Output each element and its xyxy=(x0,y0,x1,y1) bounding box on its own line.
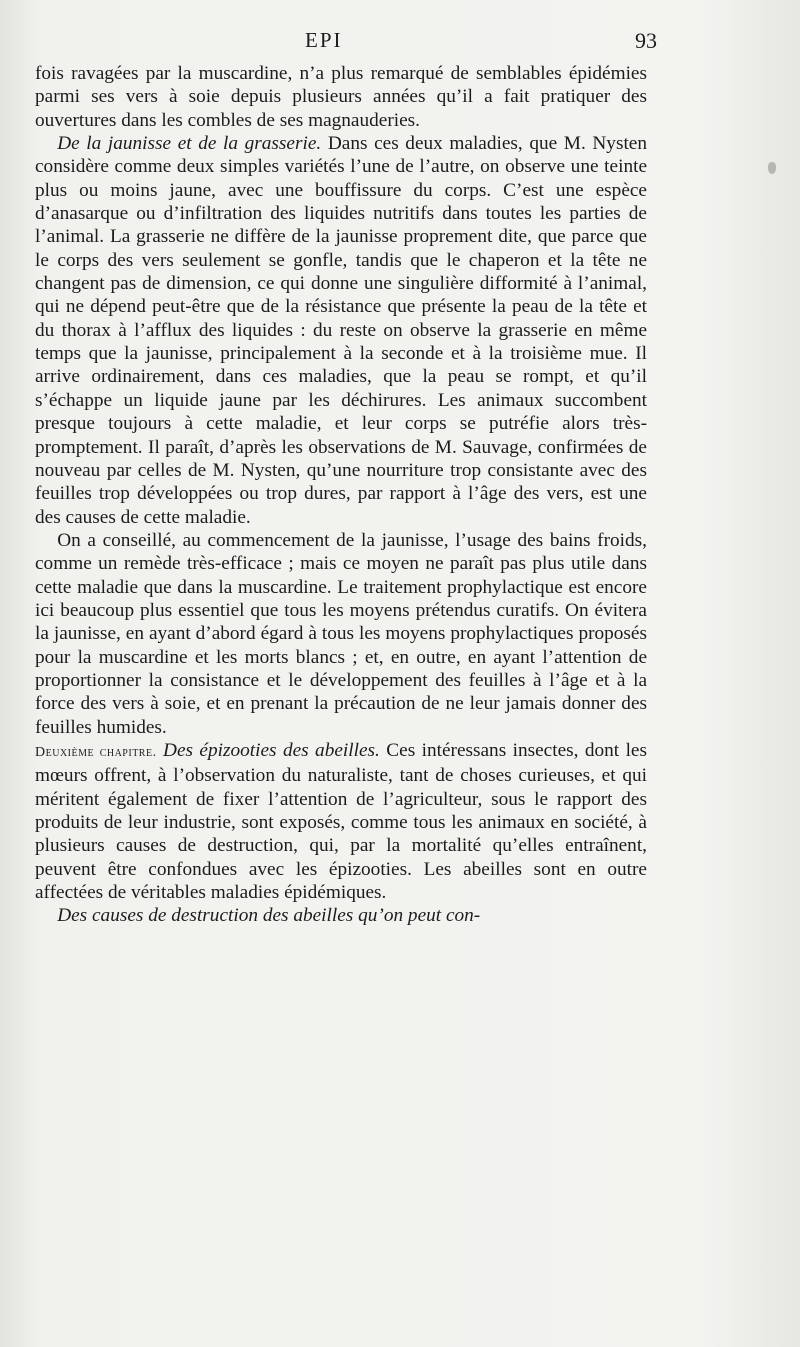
body-text xyxy=(35,62,647,928)
page-header xyxy=(35,28,657,58)
running-head: EPI xyxy=(305,28,343,52)
paragraph-continuation: fois ravagées par la muscardine, n’a plus remarqué de semblables épidémies parmi ses vers à soie depuis plusieurs années qu’il a fait pratiquer des ouvertures dans les combles de ses magnauderies. xyxy=(35,63,647,131)
paragraph-jaunisse-body: Dans ces deux maladies, que M. Nysten considère comme deux simples variétés l’une de l’autre, on observe une teinte plus ou moins jaune, avec une bouffissure du corps. C’est une espèce d’anasarque ou d’infiltration des liquides nutritifs dans toutes les parties de l’animal. La grasserie ne diffère de la jaunisse proprement dite, que parce que le corps des vers seulement se gonfle, tandis que le chaperon et la tête ne changent pas de dimension, ce qui donne une singulière difformité à l’animal, qui ne dépend peut-être que de la résistance que présente la peau de la tête et du thorax à l’afflux des liquides : du reste on observe la grasserie en même temps que la jaunisse, principalement à la seconde et à la troisième mue. Il arrive ordinairement, dans ces maladies, que la peau se rompt, et qu’il s’échappe un liquide jaune par les déchirures. Les animaux succombent presque toujours à cette maladie, et leur corps se putréfie alors très-promptement. Il paraît, d’après les observations de M. Sauvage, confirmées de nouveau par celles de M. Nysten, qu’une nourriture trop consistante avec des feuilles trop développées ou trop dures, par rapport à l’âge des vers, est une des causes de cette maladie. xyxy=(35,133,647,528)
paragraph-jaunisse xyxy=(35,132,647,529)
section-heading-causes: Des causes de destruction des abeilles qu’on peut con- xyxy=(57,905,481,927)
section-heading-jaunisse: De la jaunisse et de la grasserie. xyxy=(57,133,322,155)
section-heading-abeilles: Des épizooties des abeilles. xyxy=(163,739,380,761)
paragraph-abeilles xyxy=(35,739,647,904)
paragraph-treatment: On a conseillé, au commencement de la jaunisse, l’usage des bains froids, comme un remède très-efficace ; mais ce moyen ne paraît pas plus utile dans cette maladie que dans la muscardine. Le traitement prophylactique est encore ici beaucoup plus essentiel que tous les moyens prétendus curatifs. On évitera la jaunisse, en ayant d’abord égard à tous les moyens prophylactiques proposés pour la muscardine et les morts blancs ; et, en outre, en ayant l’attention de proportionner la consistance et le développement des feuilles à l’âge et à la force des vers à soie, et en prenant la précaution de ne leur jamais donner des feuilles humides. xyxy=(35,529,647,738)
page-number: 93 xyxy=(635,28,657,53)
paragraph-causes xyxy=(35,904,647,927)
paragraph-abeilles-body: Ces intéressans insectes, dont les mœurs offrent, à l’observation du naturaliste, tant de choses curieuses, et qui méritent également de fixer l’attention de l’agriculteur, sous le rapport des produits de leur industrie, sont exposés, comme tous les animaux en société, à plusieurs causes de destruction, qui, par la mortalité qu’elles entraînent, peuvent être confondues avec les épizooties. Les abeilles sont en outre affectées de véritables maladies épidémiques. xyxy=(35,739,647,904)
chapter-label: Deuxième chapitre. xyxy=(35,744,157,760)
ink-smudge xyxy=(768,162,776,174)
